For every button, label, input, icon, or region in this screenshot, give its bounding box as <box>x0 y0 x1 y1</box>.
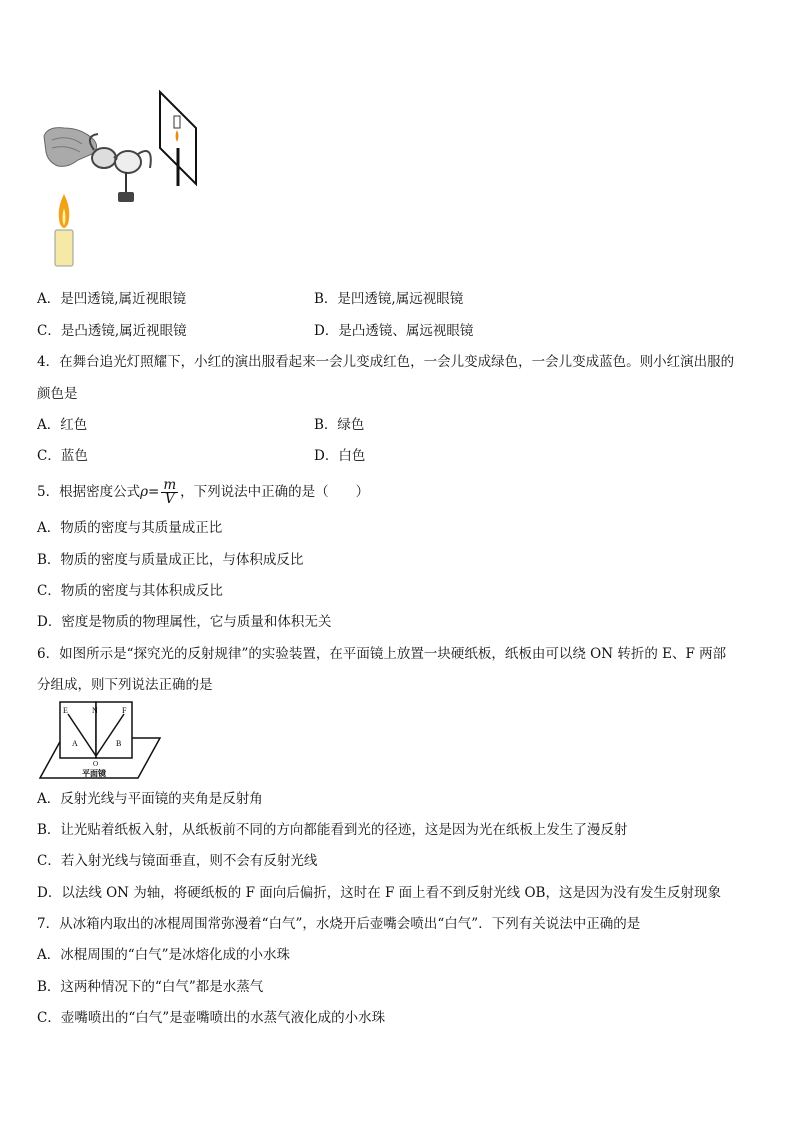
q7-option-b: B．这两种情况下的“白气”都是水蒸气 <box>37 979 264 995</box>
q7-option-c: C．壶嘴喷出的“白气”是壶嘴喷出的水蒸气液化成的小水珠 <box>37 1010 386 1026</box>
q5-formula-fraction <box>161 479 178 506</box>
q5-stem <box>37 478 369 506</box>
label-n: N <box>92 706 98 715</box>
q6-stem-line2: 分组成，则下列说法正确的是 <box>37 677 213 693</box>
q6-stem-line1: 6．如图所示是“探究光的反射规律”的实验装置，在平面镜上放置一块硬纸板，纸板由可以绕 ON 转折的 E、F 两部 <box>37 646 727 662</box>
q5-option-a: A．物质的密度与其质量成正比 <box>37 520 223 536</box>
q5-numerator: m <box>163 477 177 493</box>
q3-option-b: B．是凹透镜,属远视眼镜 <box>314 291 464 307</box>
q5-option-c: C．物质的密度与其体积成反比 <box>37 583 223 599</box>
q5-option-b: B．物质的密度与质量成正比，与体积成反比 <box>37 552 304 568</box>
q3-option-a: A．是凹透镜,属近视眼镜 <box>37 291 187 307</box>
label-mirror: 平面镜 <box>82 769 106 778</box>
q4-option-a: A．红色 <box>37 417 88 433</box>
q4-option-b: B．绿色 <box>314 417 365 433</box>
q5-stem-prefix: 5．根据密度公式 <box>37 484 141 500</box>
q6-option-c: C．若入射光线与镜面垂直，则不会有反射光线 <box>37 853 318 869</box>
q3-option-d: D．是凸透镜、属远视眼镜 <box>314 323 474 339</box>
q4-option-d: D．白色 <box>314 448 366 464</box>
label-f: F <box>122 706 127 715</box>
lens-experiment-figure <box>38 88 208 270</box>
q5-stem-suffix: ，下列说法中正确的是（ ） <box>180 484 370 500</box>
label-o: O <box>93 760 99 768</box>
label-b: B <box>116 739 122 748</box>
q5-denominator: V <box>164 491 175 507</box>
q3-option-c: C．是凸透镜,属近视眼镜 <box>37 323 187 339</box>
q7-stem: 7．从冰箱内取出的冰棍周围常弥漫着“白气”，水烧开后壶嘴会喷出“白气”．下列有关说法中正确的是 <box>37 916 641 932</box>
q4-stem-line1: 4．在舞台追光灯照耀下，小红的演出服看起来一会儿变成红色，一会儿变成绿色，一会儿变成蓝色。则小红演出服的 <box>37 354 735 370</box>
label-a: A <box>72 739 78 748</box>
q4-stem-line2: 颜色是 <box>37 386 78 402</box>
q5-option-d: D．密度是物质的物理属性，它与质量和体积无关 <box>37 614 332 630</box>
label-e: E <box>63 706 68 715</box>
q6-option-a: A．反射光线与平面镜的夹角是反射角 <box>37 791 263 807</box>
q6-option-d: D．以法线 ON 为轴，将硬纸板的 F 面向后偏折，这时在 F 面上看不到反射光线 OB，这是因为没有发生反射现象 <box>37 885 721 901</box>
q7-option-a: A．冰棍周围的“白气”是冰熔化成的小水珠 <box>37 947 291 963</box>
q4-option-c: C．蓝色 <box>37 448 88 464</box>
reflection-experiment-figure <box>38 700 162 782</box>
q6-option-b: B．让光贴着纸板入射，从纸板前不同的方向都能看到光的径迹，这是因为光在纸板上发生了漫反射 <box>37 822 628 838</box>
q5-formula-lhs: ρ= <box>140 484 160 500</box>
